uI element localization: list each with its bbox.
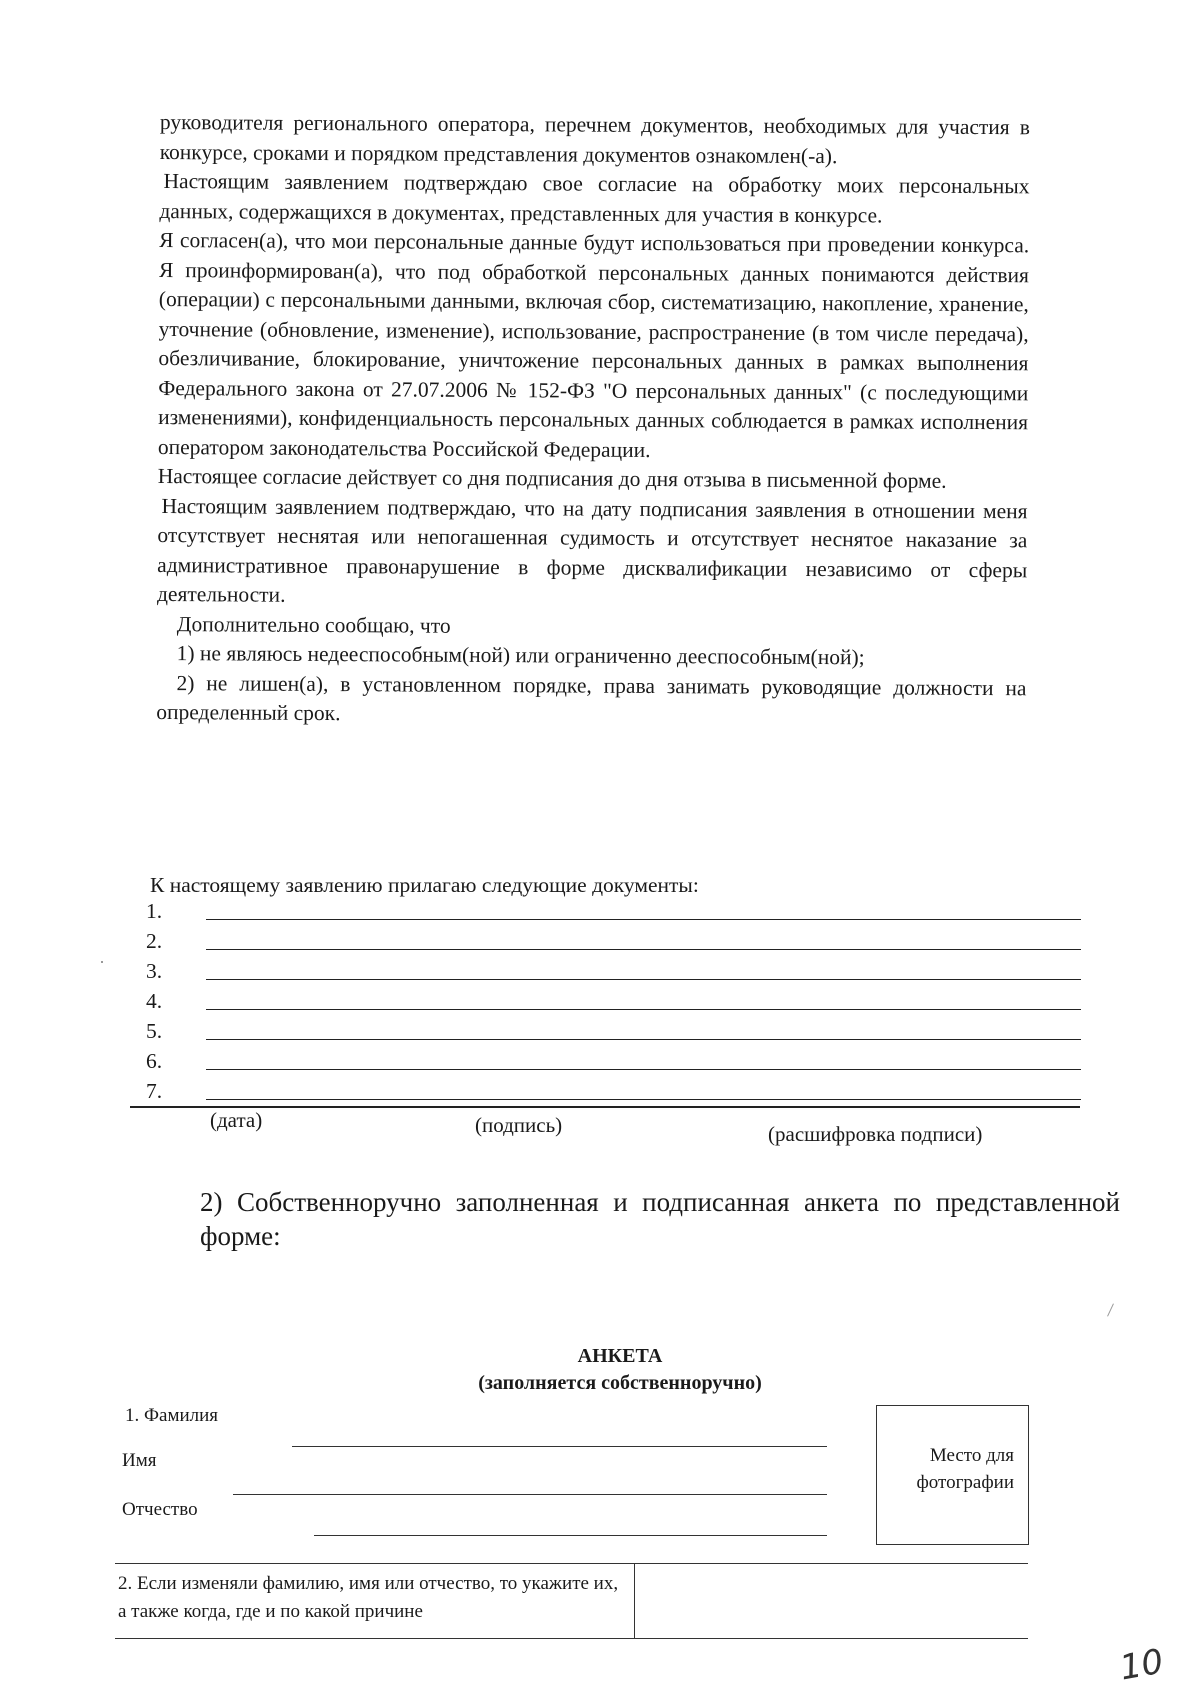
- name-field[interactable]: [233, 1494, 827, 1495]
- photo-placeholder-label: Место для фотографии: [916, 1445, 1014, 1493]
- attachment-fill-line[interactable]: [206, 1039, 1081, 1040]
- form-row-bottom-border: [115, 1638, 1028, 1639]
- attachments-list: [146, 896, 1081, 1106]
- signature-label: (подпись): [475, 1113, 563, 1137]
- consent-text-block: [156, 108, 1030, 733]
- attachment-number: 1.: [146, 899, 163, 923]
- attachment-fill-line[interactable]: [206, 1069, 1081, 1070]
- attachment-item[interactable]: [146, 986, 1081, 1016]
- attachment-number: 6.: [146, 1049, 163, 1073]
- patronymic-field[interactable]: [314, 1535, 827, 1536]
- consent-paragraph-8: 2) не лишен(а), в установленном порядке, права занимать руководящие должности на определенный срок.: [156, 670, 1027, 726]
- item-2-heading: 2) Собственноручно заполненная и подписанная анкета по представленной форме:: [200, 1187, 1120, 1251]
- photo-placeholder-box: [876, 1405, 1029, 1545]
- consent-paragraph-4: Настоящее согласие действует со дня подписания до дня отзыва в письменной форме.: [157, 463, 947, 493]
- attachment-fill-line[interactable]: [206, 1099, 1081, 1100]
- anketa-subtitle: (заполняется собственноручно): [478, 1372, 762, 1394]
- consent-paragraph-2: Настоящим заявлением подтверждаю свое согласие на обработку моих персональных данных, содержащихся в документах, представленных для участия в конкурсе.: [159, 169, 1030, 227]
- date-label: (дата): [210, 1108, 263, 1132]
- signature-decode-label: (расшифровка подписи): [768, 1122, 983, 1146]
- attachment-number: 7.: [146, 1079, 163, 1103]
- attachment-item[interactable]: [146, 896, 1081, 926]
- patronymic-label: Отчество: [122, 1499, 198, 1520]
- attachment-number: 4.: [146, 989, 163, 1013]
- form-row-top-border: [115, 1563, 1028, 1564]
- attachment-item[interactable]: [146, 1046, 1081, 1076]
- signature-line[interactable]: [130, 1106, 1080, 1108]
- consent-paragraph-7: 1) не являюсь недееспособным(ной) или ограниченно дееспособным(ной);: [176, 641, 865, 670]
- attachment-item[interactable]: [146, 1076, 1081, 1106]
- consent-paragraph-6: Дополнительно сообщаю, что: [176, 611, 451, 638]
- consent-paragraph-3: Я согласен(а), что мои персональные данные будут использоваться при проведении конкурса. Я проинформирован(а), что под обработкой персональных данных понимаются действия (операции) с персональными данными, включая сбор, систематизацию, накопление, хранение, уточнение (обновление, изменение), использование, распространение (в том числе передача), обезличивание, блокирование, уничтожение персональных данных в рамках выполнения Федерального закона от 27.07.2006 № 152-ФЗ "О персональных данных" (с последующими изменениями), конфиденциальность персональных данных соблюдается в рамках исполнения оператором законодательства Российской Федерации.: [157, 227, 1030, 462]
- attachment-number: 5.: [146, 1019, 163, 1043]
- page-number: 10: [1116, 1641, 1167, 1689]
- name-label: Имя: [122, 1450, 157, 1471]
- surname-field[interactable]: [292, 1446, 827, 1447]
- scan-speck: [1107, 1303, 1114, 1316]
- attachment-fill-line[interactable]: [206, 919, 1081, 920]
- attachment-item[interactable]: [146, 926, 1081, 956]
- name-change-question: 2. Если изменяли фамилию, имя или отчество, то укажите их, а также когда, где и по какой причине: [118, 1573, 619, 1622]
- attachment-fill-line[interactable]: [206, 949, 1081, 950]
- attachment-fill-line[interactable]: [206, 979, 1081, 980]
- attachment-item[interactable]: [146, 956, 1081, 986]
- consent-paragraph-1: руководителя регионального оператора, перечнем документов, необходимых для участия в конкурсе, сроками и порядком представления документов ознакомлен(-а).: [159, 109, 1030, 168]
- surname-label: 1. Фамилия: [125, 1405, 219, 1426]
- consent-paragraph-5: Настоящим заявлением подтверждаю, что на дату подписания заявления в отношении меня отсутствует неснятая или непогашенная судимость и отсутствует неснятое наказание за административное правонарушение в форме дисквалификации независимо от сферы деятельности.: [156, 493, 1028, 607]
- attachment-number: 2.: [146, 929, 163, 953]
- form-row-divider: [634, 1563, 635, 1639]
- attachment-number: 3.: [146, 959, 163, 983]
- anketa-title: АНКЕТА: [577, 1345, 663, 1367]
- attachment-item[interactable]: [146, 1016, 1081, 1046]
- attachments-title: К настоящему заявлению прилагаю следующие документы:: [150, 873, 699, 897]
- attachment-fill-line[interactable]: [206, 1009, 1081, 1010]
- scan-speck: [101, 961, 103, 963]
